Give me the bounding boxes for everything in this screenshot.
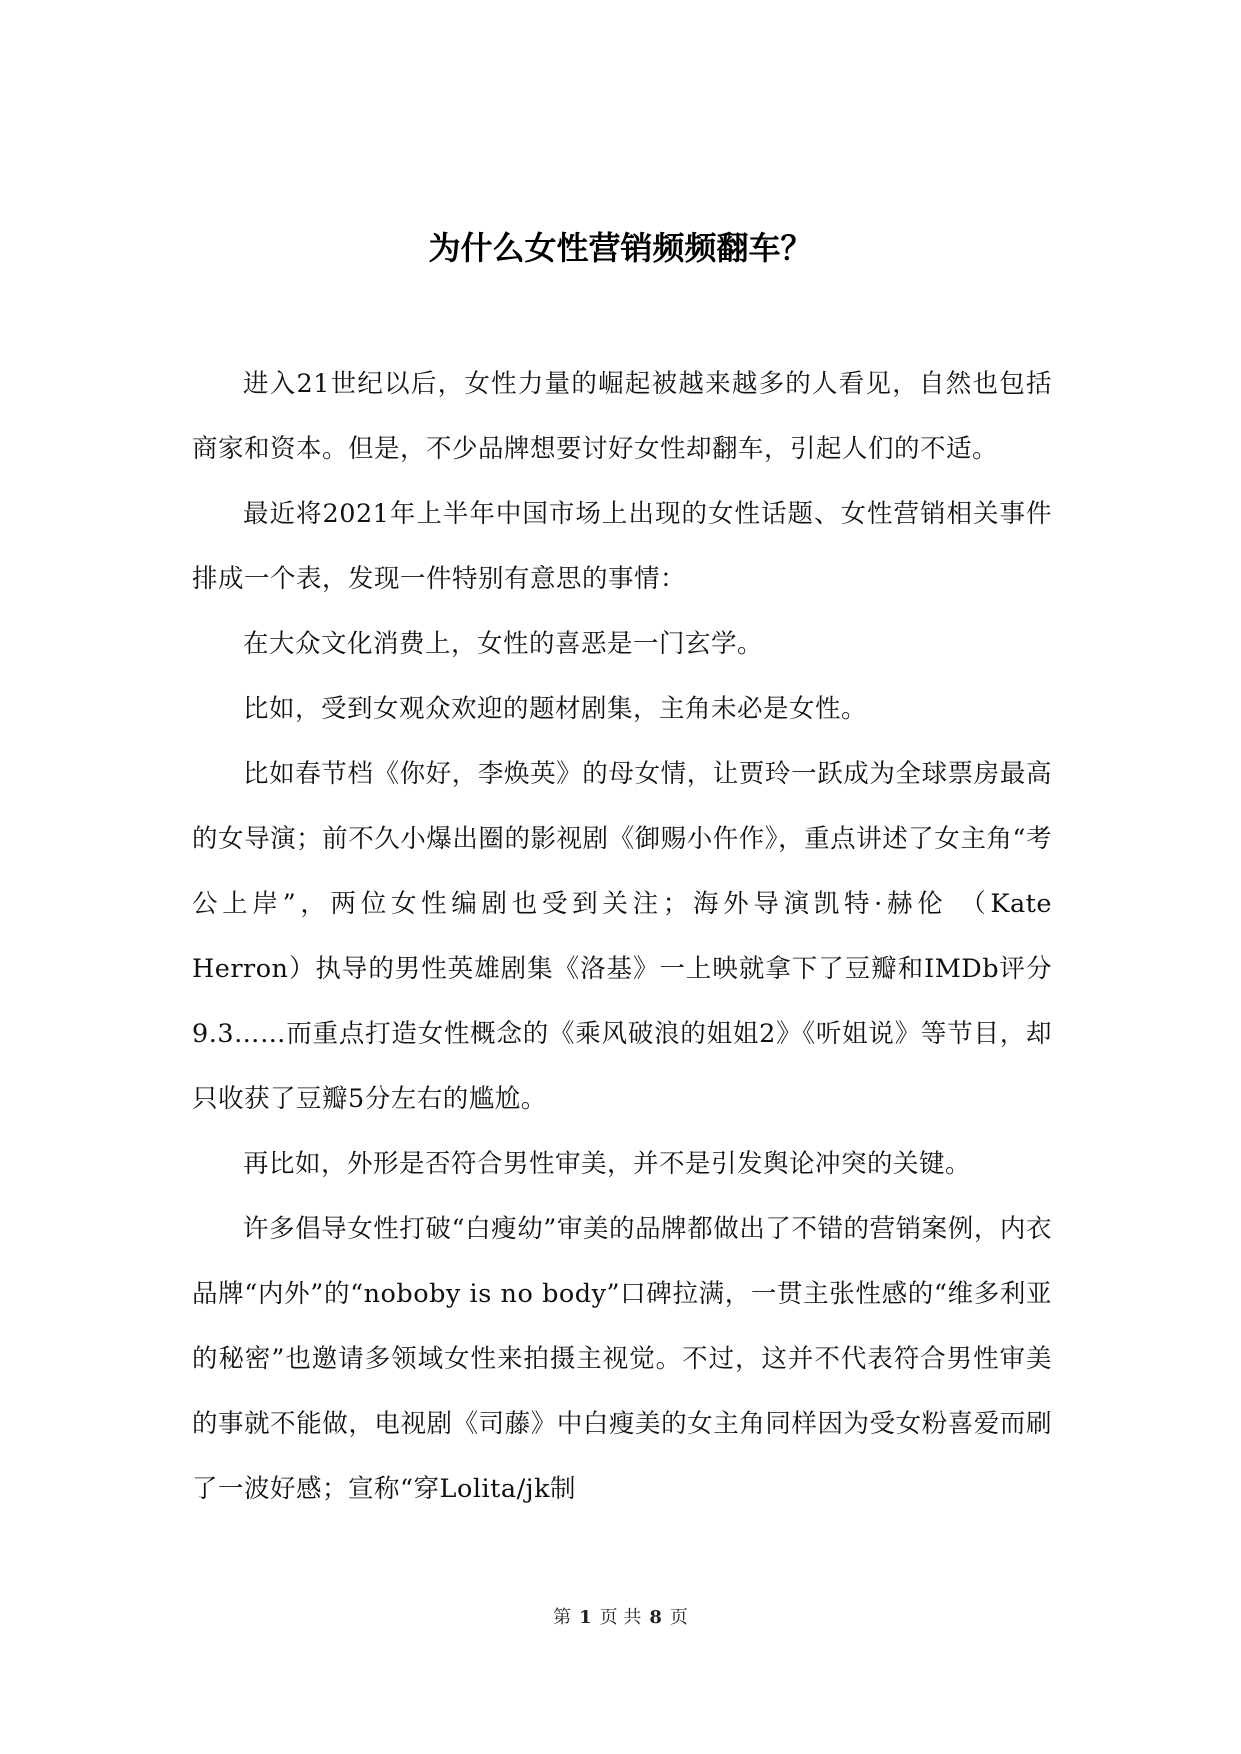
footer-suffix: 页	[669, 1607, 688, 1628]
paragraph-4: 比如，受到女观众欢迎的题材剧集，主角未必是女性。	[243, 694, 868, 724]
paragraph-1: 进入21世纪以后，女性力量的崛起被越来越多的人看见，自然也包括商家和资本。但是，不少品牌想要讨好女性却翻车，引起人们的不适。	[192, 369, 1052, 464]
footer-prefix: 第	[553, 1607, 572, 1628]
document-body	[192, 352, 1052, 1522]
page-title: 为什么女性营销频频翻车？	[428, 229, 813, 267]
paragraph-2: 最近将2021年上半年中国市场上出现的女性话题、女性营销相关事件排成一个表，发现一件特别有意思的事情：	[192, 499, 1052, 594]
footer-page-number: 1	[579, 1607, 592, 1628]
footer-total-pages: 8	[649, 1607, 662, 1628]
paragraph-7: 许多倡导女性打破“白瘦幼”审美的品牌都做出了不错的营销案例，内衣品牌“内外”的“noboby is no body”口碑拉满，一贯主张性感的“维多利亚的秘密”也邀请多领域女性来拍摄主视觉。不过，这并不代表符合男性审美的事就不能做，电视剧《司藤》中白瘦美的女主角同样因为受女粉喜爱而刷了一波好感；宣称“穿Lolita/jk制	[192, 1214, 1052, 1504]
paragraph-3: 在大众文化消费上，女性的喜恶是一门玄学。	[243, 629, 764, 659]
paragraph-6: 再比如，外形是否符合男性审美，并不是引发舆论冲突的关键。	[243, 1149, 972, 1179]
page-footer	[0, 1606, 1241, 1630]
footer-middle: 页 共	[599, 1607, 642, 1628]
paragraph-5: 比如春节档《你好，李焕英》的母女情，让贾玲一跃成为全球票房最高的女导演；前不久小爆出圈的影视剧《御赐小仵作》，重点讲述了女主角“考公上岸”，两位女性编剧也受到关注；海外导演凯特·赫伦 （Kate Herron）执导的男性英雄剧集《洛基》一上映就拿下了豆瓣和IMDb评分9.3……而重点打造女性概念的《乘风破浪的姐姐2》《听姐说》等节目，却只收获了豆瓣5分左右的尴尬。	[192, 759, 1052, 1114]
